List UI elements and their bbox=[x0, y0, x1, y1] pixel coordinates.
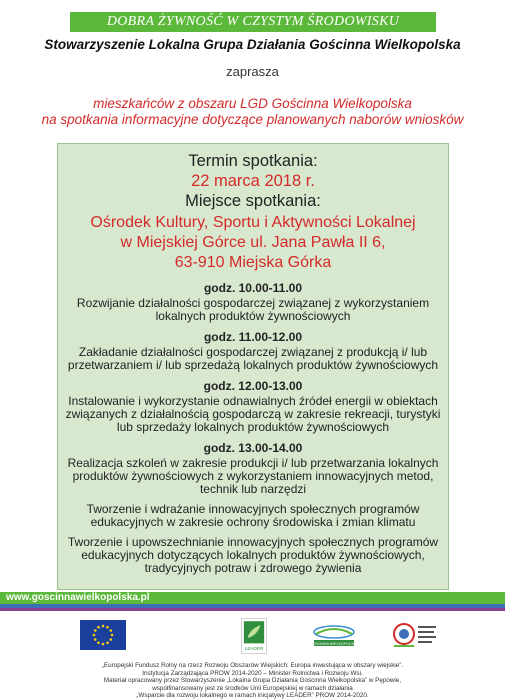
session-description-line: Rozwijanie działalności gospodarczej związanej z wykorzystaniem bbox=[76, 296, 430, 310]
meeting-date: 22 marca 2018 r. bbox=[191, 172, 315, 190]
invites-text: zaprasza bbox=[226, 64, 279, 79]
meeting-panel bbox=[57, 143, 449, 590]
invitees-line-2: na spotkania informacyjne dotyczące planowanych naborów wniosków bbox=[41, 112, 464, 127]
footer-line: „Wsparcie dla rozwoju lokalnego w ramach inicjatywy LEADER” PROW 2014-2020. bbox=[136, 692, 369, 699]
eu-star bbox=[109, 638, 112, 641]
lgd-logo-icon bbox=[310, 622, 358, 648]
session-description-line: związanych z działalnością gospodarczą w zakresie rekreacji, turystyki bbox=[65, 407, 441, 421]
eu-star bbox=[106, 626, 109, 629]
session-description-line: przetwarzaniem i/ lub sprzedażą lokalnych produktów żywnościowych bbox=[67, 358, 439, 372]
session-time: godz. 11.00-12.00 bbox=[203, 330, 303, 344]
footer-line: „Europejski Fundusz Rolny na rzecz Rozwoju Obszarów Wiejskich: Europa inwestująca w obszary wiejskie”. bbox=[101, 662, 404, 669]
session-description-line: edukacyjnych w zakresie ochrony środowiska i zmian klimatu bbox=[90, 515, 416, 529]
session-description-line: Tworzenie i upowszechnianie innowacyjnych społecznych programów bbox=[67, 535, 439, 549]
eu-star bbox=[97, 626, 100, 629]
eu-star bbox=[102, 625, 105, 628]
place-line-3: 63-910 Miejska Górka bbox=[174, 254, 332, 271]
eu-star bbox=[102, 643, 105, 646]
date-label: Termin spotkania: bbox=[188, 152, 318, 170]
eu-star bbox=[93, 634, 96, 637]
purple-stripe bbox=[0, 608, 505, 611]
footer-line: współfinansowany jest ze środków Unii Europejskiej w ramach działania bbox=[152, 684, 353, 692]
session-time: godz. 13.00-14.00 bbox=[203, 441, 303, 455]
place-label: Miejsce spotkania: bbox=[185, 192, 321, 210]
session-description-line: technik lub narzędzi bbox=[199, 482, 307, 496]
place-line-2: w Miejskiej Górce ul. Jana Pawła II 6, bbox=[120, 234, 386, 251]
lgd-logo-text: GOŚCINNA WIELKOPOLSKA bbox=[310, 642, 358, 646]
eu-star bbox=[97, 641, 100, 644]
place-line-1: Ośrodek Kultury, Sportu i Aktywności Lokalnej bbox=[90, 214, 416, 231]
session-description-line: lub sprzedaży lokalnych produktów żywnościowych bbox=[116, 420, 390, 434]
invitees-line-1: mieszkańców z obszaru LGD Gościnna Wielkopolska bbox=[93, 96, 412, 111]
eu-star bbox=[111, 634, 114, 637]
website-link[interactable]: www.goscinnawielkopolska.pl bbox=[6, 592, 150, 603]
eu-star bbox=[106, 641, 109, 644]
organization-name: Stowarzyszenie Lokalna Grupa Działania Gościnna Wielkopolska bbox=[44, 37, 461, 52]
session-description-line: edukacyjnych dotyczących lokalnych produktów żywnościowych, bbox=[81, 548, 425, 562]
eu-star bbox=[94, 638, 97, 641]
ksow-logo-icon bbox=[390, 618, 440, 654]
footer-line: Instytucja Zarządzająca PROW 2014-2020 – Minister Rolnictwa i Rozwoju Wsi. bbox=[142, 669, 363, 677]
eu-star bbox=[94, 629, 97, 632]
eu-star bbox=[109, 629, 112, 632]
eu-flag-icon bbox=[80, 620, 126, 650]
sponsor-logos bbox=[0, 616, 505, 660]
session-description-line: Tworzenie i wdrażanie innowacyjnych społecznych programów bbox=[86, 502, 420, 516]
footer-line: Materiał opracowany przez Stowarzyszenie „Lokalna Grupa Działania Gościnna Wielkopolska” w Pępowie, bbox=[103, 677, 402, 684]
session-time: godz. 10.00-11.00 bbox=[203, 281, 303, 295]
session-description-line: Realizacja szkoleń w zakresie produkcji i/ lub przetwarzania lokalnych bbox=[67, 456, 439, 470]
session-description-line: produktów żywnościowych z wykorzystaniem innowacyjnych metod, bbox=[72, 469, 434, 483]
leader-logo-icon bbox=[241, 618, 267, 654]
session-description-line: tradycyjnych potraw i zdrowego żywienia bbox=[144, 561, 362, 575]
session-description-line: Zakładanie działalności gospodarczej związanej z produkcją i/ lub bbox=[78, 345, 428, 359]
session-time: godz. 12.00-13.00 bbox=[203, 379, 303, 393]
session-description-line: Instalowanie i wykorzystanie odnawialnych źródeł energii w obiektach bbox=[68, 394, 438, 408]
leader-logo-text: LEADER bbox=[244, 645, 264, 651]
title-banner: DOBRA ŻYWNOŚĆ W CZYSTYM ŚRODOWISKU bbox=[70, 12, 436, 32]
session-description-line: lokalnych produktów żywnościowych bbox=[155, 309, 351, 323]
footer-funding-note bbox=[0, 662, 505, 700]
